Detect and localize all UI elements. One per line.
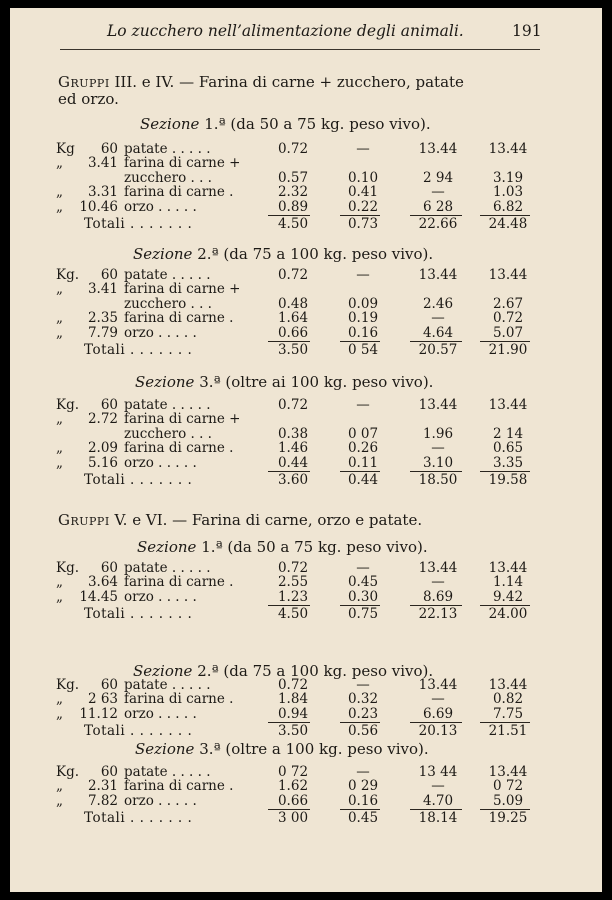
value-col-3: 6 28: [422, 198, 454, 215]
feed-label: farina di carne .: [124, 778, 234, 795]
value-col-3: 13.44: [418, 677, 458, 693]
feed-label: farina di carne +: [124, 411, 241, 428]
running-title: Lo zucchero nell’alimentazione degli animali.: [107, 22, 464, 40]
quantity: 60: [100, 397, 118, 413]
quantity: 60: [100, 764, 118, 780]
value-col-4: 7.75: [492, 705, 524, 722]
value-col-3: 13.44: [418, 560, 458, 576]
quantity: 2.09: [87, 440, 118, 457]
group-caption-smallcaps: Gruppi: [58, 73, 110, 91]
feed-label: orzo . . . . .: [124, 454, 197, 471]
value-col-4: 13.44: [488, 397, 528, 413]
unit-mark: „: [56, 324, 63, 341]
unit-mark: Kg.: [56, 677, 80, 693]
value-col-2: —: [356, 397, 370, 413]
total-col-4: 19.25: [488, 810, 528, 827]
feed-label: farina di carne .: [124, 691, 234, 708]
feed-label: patate . . . . .: [124, 677, 211, 693]
table-row: [56, 707, 576, 722]
quantity: 3.41: [87, 155, 118, 172]
table-row: [56, 326, 576, 341]
value-col-2: 0.09: [347, 295, 379, 312]
value-col-2: —: [356, 560, 370, 576]
unit-mark: Kg.: [56, 397, 80, 413]
unit-mark: „: [56, 454, 63, 471]
value-col-3: —: [431, 778, 445, 795]
feed-label: farina di carne +: [124, 281, 241, 298]
unit-mark: „: [56, 155, 63, 172]
table-row: [56, 311, 576, 326]
group-caption-smallcaps: Gruppi: [58, 511, 110, 529]
value-col-4: 9.42: [492, 588, 524, 605]
value-col-1: 0.72: [277, 141, 309, 157]
value-col-3: 4.70: [422, 792, 454, 809]
feed-label: patate . . . . .: [124, 267, 211, 283]
value-col-3: —: [431, 310, 445, 327]
value-col-2: 0.22: [347, 198, 379, 215]
total-col-3: 18.14: [418, 810, 458, 827]
value-col-3: 13 44: [418, 764, 458, 780]
section-range: 3.ª (oltre a 100 kg. peso vivo).: [199, 740, 429, 758]
total-col-1: 4.50: [277, 216, 309, 232]
section-range: 3.ª (oltre ai 100 kg. peso vivo).: [199, 373, 434, 391]
value-col-2: 0 07: [347, 425, 379, 442]
unit-mark: „: [56, 310, 63, 327]
value-col-2: 0.30: [347, 588, 379, 605]
value-col-1: 1.46: [277, 440, 309, 457]
value-col-1: 0.44: [277, 454, 309, 471]
total-col-1: 3.50: [277, 723, 309, 740]
value-col-2: 0.16: [347, 792, 379, 809]
value-col-4: 0.72: [492, 310, 524, 327]
unit-mark: „: [56, 198, 63, 215]
table-row: [56, 590, 576, 605]
section-heading: [135, 740, 429, 758]
value-col-4: 3.35: [492, 454, 524, 471]
total-label: Totali . . . . . . .: [84, 606, 193, 623]
value-col-1: 0.89: [277, 198, 309, 215]
value-col-3: 2.46: [422, 295, 454, 312]
value-col-1: 0 72: [277, 764, 309, 780]
value-col-4: 2.67: [492, 295, 524, 312]
group-caption-text: V. e VI. — Farina di carne, orzo e patate.: [114, 511, 423, 529]
feed-label: farina di carne .: [124, 574, 234, 591]
total-col-4: 19.58: [488, 472, 528, 488]
total-label: Totali . . . . . . .: [84, 723, 193, 740]
value-col-3: 1.96: [422, 425, 454, 442]
feed-label: farina di carne .: [124, 184, 234, 201]
total-row: [56, 473, 576, 488]
unit-mark: „: [56, 792, 63, 809]
value-col-2: 0.10: [347, 169, 379, 186]
quantity: 14.45: [79, 588, 118, 605]
total-col-3: 22.66: [418, 216, 458, 232]
value-col-1: 0.72: [277, 397, 309, 413]
feed-label: patate . . . . .: [124, 764, 211, 780]
value-col-4: 13.44: [488, 267, 528, 283]
total-col-1: 3 00: [277, 810, 309, 827]
group-caption-text: III. e IV. — Farina di carne + zucchero, patate: [114, 73, 464, 91]
quantity: 60: [100, 267, 118, 283]
value-col-4: 1.14: [492, 574, 524, 591]
total-col-4: 24.00: [488, 606, 528, 623]
value-col-2: 0.45: [347, 574, 379, 591]
value-col-4: 13.44: [488, 764, 528, 780]
value-col-4: 3.19: [492, 169, 524, 186]
value-col-1: 2.32: [277, 184, 309, 201]
quantity: 60: [100, 141, 118, 157]
total-row: [56, 607, 576, 622]
value-col-1: 0.72: [277, 677, 309, 693]
section-word: Sezione: [135, 740, 195, 758]
section-word: Sezione: [140, 115, 200, 133]
total-label: Totali . . . . . . .: [84, 342, 193, 358]
value-col-4: 13.44: [488, 560, 528, 576]
feed-label: farina di carne .: [124, 310, 234, 327]
value-col-2: 0.16: [347, 324, 379, 341]
total-col-3: 20.13: [418, 723, 458, 740]
quantity: 60: [100, 560, 118, 576]
value-col-3: 2 94: [422, 169, 454, 186]
value-col-3: 13.44: [418, 397, 458, 413]
total-label: Totali . . . . . . .: [84, 810, 193, 827]
value-col-1: 1.84: [277, 691, 309, 708]
quantity: 2 63: [87, 691, 118, 708]
value-col-3: —: [431, 574, 445, 591]
unit-mark: „: [56, 691, 63, 708]
value-col-2: 0.32: [347, 691, 379, 708]
group-caption-line2: ed orzo.: [58, 90, 119, 108]
value-col-4: 0.65: [492, 440, 524, 457]
value-col-3: —: [431, 184, 445, 201]
value-col-3: 3.10: [422, 454, 454, 471]
unit-mark: „: [56, 184, 63, 201]
unit-mark: „: [56, 281, 63, 298]
value-col-2: 0.11: [347, 454, 379, 471]
feed-label: patate . . . . .: [124, 397, 211, 413]
table-row: [56, 456, 576, 471]
feed-label: farina di carne +: [124, 155, 241, 172]
unit-mark: „: [56, 705, 63, 722]
value-col-2: 0.26: [347, 440, 379, 457]
feed-label: orzo . . . . .: [124, 792, 197, 809]
section-word: Sezione: [133, 245, 193, 263]
quantity: 2.31: [87, 778, 118, 795]
feed-label: zucchero . . .: [124, 425, 212, 442]
table-row: [56, 185, 576, 200]
feed-label: orzo . . . . .: [124, 198, 197, 215]
total-row: [56, 343, 576, 358]
header-rule: [60, 49, 540, 50]
value-col-2: 0 29: [347, 778, 379, 795]
value-col-3: 8.69: [422, 588, 454, 605]
total-col-3: 22.13: [418, 606, 458, 623]
table-row: [56, 200, 576, 215]
total-col-1: 3.60: [277, 472, 309, 488]
total-col-4: 24.48: [488, 216, 528, 232]
quantity: 11.12: [79, 705, 118, 722]
value-col-4: 5.09: [492, 792, 524, 809]
value-col-3: 13.44: [418, 141, 458, 157]
total-col-1: 3.50: [277, 342, 309, 358]
value-col-1: 1.62: [277, 778, 309, 795]
feed-label: orzo . . . . .: [124, 324, 197, 341]
value-col-1: 1.64: [277, 310, 309, 327]
value-col-4: 6.82: [492, 198, 524, 215]
value-col-4: 0 72: [492, 778, 524, 795]
table-row: [56, 441, 576, 456]
total-col-3: 20.57: [418, 342, 458, 358]
unit-mark: Kg.: [56, 764, 80, 780]
total-col-2: 0 54: [347, 342, 379, 358]
feed-label: farina di carne .: [124, 440, 234, 457]
quantity: 7.79: [87, 324, 118, 341]
value-col-4: 5.07: [492, 324, 524, 341]
total-col-4: 21.90: [488, 342, 528, 358]
value-col-1: 1.23: [277, 588, 309, 605]
value-col-3: 6.69: [422, 705, 454, 722]
unit-mark: „: [56, 778, 63, 795]
group-caption-5-6: [58, 512, 422, 529]
value-col-4: 0.82: [492, 691, 524, 708]
value-col-2: 0.19: [347, 310, 379, 327]
section-range: 1.ª (da 50 a 75 kg. peso vivo).: [204, 115, 431, 133]
total-row: [56, 217, 576, 232]
value-col-1: 0.72: [277, 267, 309, 283]
value-col-2: 0.41: [347, 184, 379, 201]
section-word: Sezione: [137, 538, 197, 556]
value-col-2: —: [356, 764, 370, 780]
section-range: 2.ª (da 75 a 100 kg. peso vivo).: [197, 245, 434, 263]
unit-mark: Kg: [56, 141, 75, 157]
value-col-2: 0.23: [347, 705, 379, 722]
unit-mark: Kg.: [56, 267, 80, 283]
unit-mark: „: [56, 588, 63, 605]
section-heading: [140, 115, 431, 133]
section-word: Sezione: [135, 373, 195, 391]
total-col-3: 18.50: [418, 472, 458, 488]
value-col-2: —: [356, 141, 370, 157]
value-col-4: 2 14: [492, 425, 524, 442]
feed-label: orzo . . . . .: [124, 705, 197, 722]
total-col-2: 0.75: [347, 606, 379, 623]
value-col-1: 0.48: [277, 295, 309, 312]
total-col-1: 4.50: [277, 606, 309, 623]
quantity: 3.31: [87, 184, 118, 201]
value-col-4: 13.44: [488, 677, 528, 693]
quantity: 3.64: [87, 574, 118, 591]
quantity: 2.72: [87, 411, 118, 428]
value-col-1: 0.72: [277, 560, 309, 576]
feed-label: orzo . . . . .: [124, 588, 197, 605]
quantity: 7.82: [87, 792, 118, 809]
unit-mark: „: [56, 574, 63, 591]
total-row: [56, 724, 576, 739]
feed-label: patate . . . . .: [124, 560, 211, 576]
value-col-4: 1.03: [492, 184, 524, 201]
quantity: 10.46: [79, 198, 118, 215]
total-col-2: 0.45: [347, 810, 379, 827]
unit-mark: Kg.: [56, 560, 80, 576]
value-col-1: 2.55: [277, 574, 309, 591]
total-col-2: 0.73: [347, 216, 379, 232]
quantity: 2.35: [87, 310, 118, 327]
value-col-3: —: [431, 440, 445, 457]
value-col-2: —: [356, 677, 370, 693]
total-row: [56, 811, 576, 826]
section-heading: [133, 245, 433, 263]
quantity: 5.16: [87, 454, 118, 471]
section-heading: [137, 538, 428, 556]
value-col-1: 0.38: [277, 425, 309, 442]
value-col-1: 0.66: [277, 792, 309, 809]
total-col-2: 0.44: [347, 472, 379, 488]
page-number: 191: [512, 22, 542, 40]
unit-mark: „: [56, 440, 63, 457]
feed-label: patate . . . . .: [124, 141, 211, 157]
section-heading: [135, 373, 433, 391]
value-col-3: 13.44: [418, 267, 458, 283]
value-col-1: 0.94: [277, 705, 309, 722]
total-label: Totali . . . . . . .: [84, 216, 193, 232]
unit-mark: „: [56, 411, 63, 428]
section-range: 2.ª (da 75 a 100 kg. peso vivo).: [197, 662, 434, 680]
section-range: 1.ª (da 50 a 75 kg. peso vivo).: [201, 538, 428, 556]
value-col-2: —: [356, 267, 370, 283]
value-col-1: 0.66: [277, 324, 309, 341]
value-col-1: 0.57: [277, 169, 309, 186]
total-col-4: 21.51: [488, 723, 528, 740]
section-word: Sezione: [133, 662, 193, 680]
quantity: 60: [100, 677, 118, 693]
feed-label: zucchero . . .: [124, 169, 212, 186]
value-col-3: —: [431, 691, 445, 708]
quantity: 3.41: [87, 281, 118, 298]
feed-label: zucchero . . .: [124, 295, 212, 312]
total-label: Totali . . . . . . .: [84, 472, 193, 488]
value-col-3: 4.64: [422, 324, 454, 341]
table-row: [56, 794, 576, 809]
total-col-2: 0.56: [347, 723, 379, 740]
value-col-4: 13.44: [488, 141, 528, 157]
group-caption-3-4: [58, 74, 464, 108]
